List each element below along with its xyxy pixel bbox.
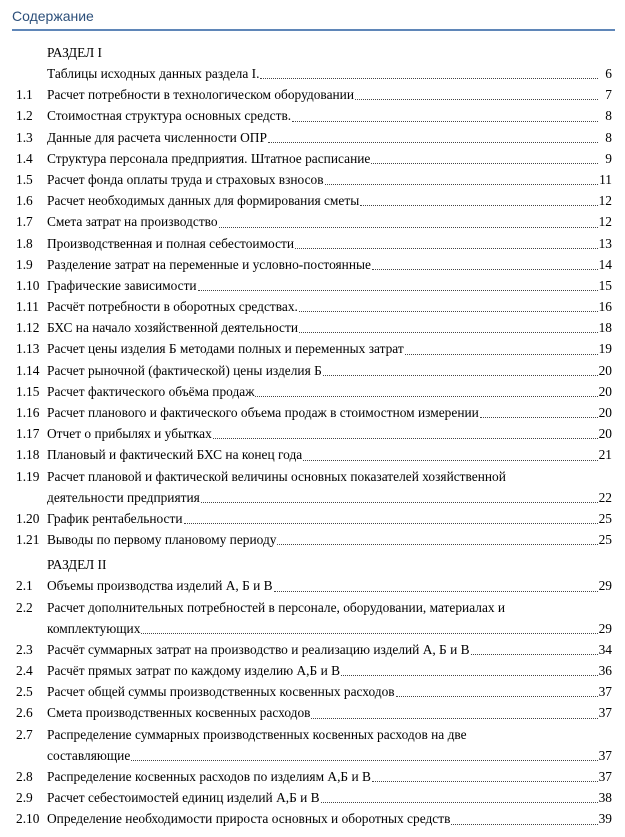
toc-entry-page: 8	[605, 108, 612, 124]
toc-entry-number: 1.19	[16, 468, 40, 484]
toc-entry-text: составляющие	[47, 747, 131, 763]
toc-entry-page: 16	[598, 299, 612, 315]
toc-entry-title	[47, 466, 600, 508]
toc-entry[interactable]	[0, 787, 625, 808]
toc-entry-number: 2.9	[16, 790, 33, 806]
section-title: РАЗДЕЛ II	[47, 557, 107, 573]
toc-entry[interactable]	[0, 360, 625, 381]
toc-entry-title	[47, 444, 600, 465]
toc-entry-text: Производственная и полная себестоимости	[47, 235, 295, 251]
toc-entry-number: 1.21	[16, 532, 40, 548]
dot-leader	[260, 78, 598, 79]
toc-entry-number: 2.2	[16, 599, 33, 615]
toc-entry[interactable]	[0, 148, 625, 169]
toc-entry-text: Графические зависимости	[47, 277, 197, 293]
dot-leader	[274, 591, 598, 592]
toc-entry-title	[47, 766, 600, 787]
toc-entry[interactable]	[0, 105, 625, 126]
toc-entry[interactable]	[0, 575, 625, 596]
dot-leader	[292, 121, 598, 122]
toc-entry-text: Определение необходимости прироста основных и оборотных средств	[47, 811, 451, 827]
toc-entry-title	[47, 63, 600, 84]
toc-entry[interactable]	[0, 63, 625, 84]
dot-leader	[131, 760, 598, 761]
toc-entry-page: 36	[598, 663, 612, 679]
toc-entry[interactable]	[0, 597, 625, 639]
toc-entry-page: 13	[598, 235, 612, 251]
toc-entry-text: Расчет цены изделия Б методами полных и переменных затрат	[47, 341, 404, 357]
toc-entry-page: 9	[605, 150, 612, 166]
dot-leader	[480, 417, 598, 418]
toc-entry-text: Расчет себестоимостей единиц изделий А,Б и В	[47, 790, 320, 806]
toc-entry-text: Смета производственных косвенных расходов	[47, 705, 311, 721]
dot-leader	[451, 824, 598, 825]
toc-entry-number: 1.2	[16, 108, 33, 124]
toc-entry[interactable]	[0, 211, 625, 232]
dot-leader	[325, 184, 598, 185]
toc-entry[interactable]	[0, 233, 625, 254]
toc-entry[interactable]	[0, 254, 625, 275]
toc-entry-number: 2.8	[16, 769, 33, 785]
header-divider	[12, 29, 615, 31]
toc-entry-page: 11	[599, 171, 612, 187]
toc-entry-page: 20	[598, 383, 612, 399]
toc-entry-number: 1.17	[16, 426, 40, 442]
toc-entry-page: 6	[605, 66, 612, 81]
dot-leader	[184, 523, 598, 524]
toc-entry-number: 1.11	[16, 299, 39, 315]
toc-entry[interactable]	[0, 190, 625, 211]
toc-entry-title	[47, 508, 600, 529]
toc-entry-page: 20	[598, 362, 612, 378]
toc-entry-title	[47, 338, 600, 359]
dot-leader	[277, 544, 598, 545]
toc-entry-number: 1.8	[16, 235, 33, 251]
toc-entry-text: График рентабельности	[47, 510, 183, 526]
toc-entry-number: 1.20	[16, 510, 40, 526]
dot-leader	[255, 396, 598, 397]
toc-entry-title	[47, 190, 600, 211]
dot-leader	[268, 142, 598, 143]
toc-entry-page: 15	[598, 277, 612, 293]
toc-entry-title	[47, 681, 600, 702]
dot-leader	[198, 290, 598, 291]
toc-entry-number: 1.14	[16, 362, 40, 378]
toc-entry[interactable]	[0, 423, 625, 444]
toc-entry-text: Расчет дополнительных потребностей в персонале, оборудовании, материалах и	[47, 599, 506, 615]
toc-entry-title	[47, 639, 600, 660]
toc-entry-text: Расчет рыночной (фактической) цены изделия Б	[47, 362, 322, 378]
toc-entry-number: 2.6	[16, 705, 33, 721]
toc-entry[interactable]	[0, 402, 625, 423]
dot-leader	[295, 248, 598, 249]
toc-entry-number: 1.5	[16, 171, 33, 187]
toc-entry[interactable]	[0, 724, 625, 766]
toc-entry-number: 2.1	[16, 578, 33, 594]
dot-leader	[201, 502, 598, 503]
toc-entry[interactable]	[0, 444, 625, 465]
toc-entry-title	[47, 127, 600, 148]
toc-entry-text: БХС на начало хозяйственной деятельности	[47, 320, 299, 336]
toc-entry-text: Расчет потребности в технологическом оборудовании	[47, 87, 355, 103]
dot-leader	[299, 311, 598, 312]
toc-entry-text: Расчет планового и фактического объема продаж в стоимостном измерении	[47, 405, 479, 420]
toc-entry-title	[47, 296, 600, 317]
toc-entry[interactable]	[0, 529, 625, 550]
toc-entry[interactable]	[0, 317, 625, 338]
toc-entry-number: 2.10	[16, 811, 40, 827]
toc-entry-page: 37	[598, 684, 612, 700]
toc-entry-page: 19	[598, 341, 612, 357]
table-of-contents	[0, 42, 625, 830]
toc-entry[interactable]	[0, 275, 625, 296]
dot-leader	[321, 802, 598, 803]
toc-entry-text: комплектующих	[47, 620, 141, 636]
toc-entry-number: 2.5	[16, 684, 33, 700]
toc-entry-page: 25	[598, 532, 612, 548]
toc-entry[interactable]	[0, 296, 625, 317]
toc-entry-page: 29	[598, 578, 612, 594]
toc-entry-page: 22	[598, 489, 612, 505]
toc-entry-title	[47, 317, 600, 338]
toc-entry[interactable]	[0, 466, 625, 508]
toc-entry-page: 12	[598, 193, 612, 209]
dot-leader	[471, 654, 598, 655]
toc-entry-text: Расчет общей суммы производственных косвенных расходов	[47, 684, 395, 700]
dot-leader	[303, 460, 598, 461]
toc-entry[interactable]	[0, 338, 625, 359]
toc-entry-title	[47, 808, 600, 829]
toc-entry[interactable]	[0, 660, 625, 681]
toc-entry-page: 29	[598, 620, 612, 636]
toc-entry-text: Распределение суммарных производственных косвенных расходов на две	[47, 726, 467, 742]
toc-entry-number: 1.13	[16, 341, 40, 357]
dot-leader	[372, 781, 598, 782]
toc-entry-title	[47, 211, 600, 232]
toc-entry[interactable]	[0, 508, 625, 529]
toc-entry-page: 20	[598, 426, 612, 442]
dot-leader	[213, 438, 598, 439]
toc-entry-text: Расчет необходимых данных для формирования сметы	[47, 193, 360, 209]
toc-entry-page: 8	[605, 129, 612, 145]
toc-entry-page: 21	[598, 447, 612, 463]
toc-entry-text: Отчет о прибылях и убытках	[47, 426, 212, 442]
toc-entry-text: Разделение затрат на переменные и условно-постоянные	[47, 256, 371, 272]
toc-entry[interactable]	[0, 381, 625, 402]
toc-entry[interactable]	[0, 169, 625, 190]
toc-entry-title	[47, 724, 600, 766]
toc-entry-page: 38	[598, 790, 612, 806]
toc-entry-page: 14	[598, 256, 612, 272]
toc-header-title: Содержание	[12, 8, 94, 24]
toc-entry-title	[47, 233, 600, 254]
toc-entry-page: 37	[598, 705, 612, 721]
toc-entry-number: 2.7	[16, 726, 33, 742]
dot-leader	[355, 99, 598, 100]
toc-entry-text: Стоимостная структура основных средств.	[47, 108, 292, 124]
toc-entry-title	[47, 360, 600, 381]
toc-entry-page: 37	[598, 747, 612, 763]
toc-entry-text: Расчет фактического объёма продаж	[47, 383, 255, 399]
toc-entry[interactable]	[0, 127, 625, 148]
toc-entry-title	[47, 84, 600, 105]
toc-entry-title	[47, 169, 600, 190]
toc-entry-number: 1.16	[16, 405, 40, 420]
toc-entry-title	[47, 529, 600, 550]
toc-entry-title	[47, 254, 600, 275]
toc-entry-number: 1.6	[16, 193, 33, 209]
toc-entry-page: 39	[598, 811, 612, 827]
dot-leader	[360, 205, 598, 206]
toc-entry-number: 1.12	[16, 320, 40, 336]
toc-entry[interactable]	[0, 84, 625, 105]
toc-entry-text: Расчёт суммарных затрат на производство и реализацию изделий А, Б и В	[47, 641, 470, 657]
toc-entry[interactable]	[0, 681, 625, 702]
toc-entry-number: 1.9	[16, 256, 33, 272]
toc-entry-page: 25	[598, 510, 612, 526]
dot-leader	[219, 227, 598, 228]
toc-entry-number: 1.4	[16, 150, 33, 166]
toc-entry-title	[47, 275, 600, 296]
toc-entry-page: 12	[598, 214, 612, 230]
toc-entry-page: 34	[598, 641, 612, 657]
toc-entry-text: Структура персонала предприятия. Штатное расписание	[47, 150, 371, 166]
dot-leader	[396, 696, 598, 697]
toc-entry-page: 37	[598, 769, 612, 785]
toc-entry-text: Объемы производства изделий А, Б и В	[47, 578, 273, 594]
dot-leader	[141, 633, 598, 634]
dot-leader	[299, 332, 598, 333]
dot-leader	[341, 675, 598, 676]
toc-entry-page: 18	[598, 320, 612, 336]
toc-entry-page: 7	[605, 87, 612, 103]
toc-entry-title	[47, 148, 600, 169]
toc-entry-title	[47, 787, 600, 808]
toc-entry[interactable]	[0, 639, 625, 660]
toc-entry-title	[47, 597, 600, 639]
dot-leader	[405, 354, 598, 355]
toc-entry-title	[47, 660, 600, 681]
toc-entry-title	[47, 381, 600, 402]
toc-entry-text: Распределение косвенных расходов по изделиям А,Б и В	[47, 769, 371, 785]
dot-leader	[311, 718, 598, 719]
toc-entry[interactable]	[0, 702, 625, 723]
toc-entry-text: Таблицы исходных данных раздела I.	[47, 66, 260, 81]
toc-entry-page: 20	[598, 405, 612, 420]
toc-entry-text: деятельности предприятия	[47, 489, 200, 505]
toc-entry-text: Данные для расчета численности ОПР	[47, 129, 267, 145]
toc-entry-text: Выводы по первому плановому периоду	[47, 532, 277, 548]
toc-entry-number: 1.18	[16, 447, 40, 463]
dot-leader	[372, 269, 598, 270]
dot-leader	[323, 375, 598, 376]
toc-entry-number: 1.10	[16, 277, 40, 293]
toc-entry-number: 1.3	[16, 129, 33, 145]
toc-entry-title	[47, 423, 600, 444]
toc-entry-title	[47, 575, 600, 596]
toc-entry-title	[47, 105, 600, 126]
toc-entry-text: Расчёт потребности в оборотных средствах.	[47, 299, 298, 315]
toc-entry-number: 2.4	[16, 663, 33, 679]
toc-entry[interactable]	[0, 766, 625, 787]
dot-leader	[371, 163, 598, 164]
toc-entry-number: 1.1	[16, 87, 33, 103]
toc-entry-title	[47, 402, 600, 423]
toc-entry[interactable]	[0, 808, 625, 829]
toc-entry-number: 2.3	[16, 641, 33, 657]
toc-entry-text: Смета затрат на производство	[47, 214, 218, 230]
section-title: РАЗДЕЛ I	[47, 45, 102, 60]
toc-entry-title	[47, 702, 600, 723]
toc-entry-text: Расчёт прямых затрат по каждому изделию А,Б и В	[47, 663, 341, 679]
toc-entry-number: 1.7	[16, 214, 33, 230]
toc-entry-text: Расчет плановой и фактической величины основных показателей хозяйственной	[47, 468, 506, 484]
toc-entry-text: Плановый и фактический БХС на конец года	[47, 447, 303, 463]
toc-entry-number: 1.15	[16, 383, 40, 399]
toc-entry-text: Расчет фонда оплаты труда и страховых взносов	[47, 171, 324, 187]
